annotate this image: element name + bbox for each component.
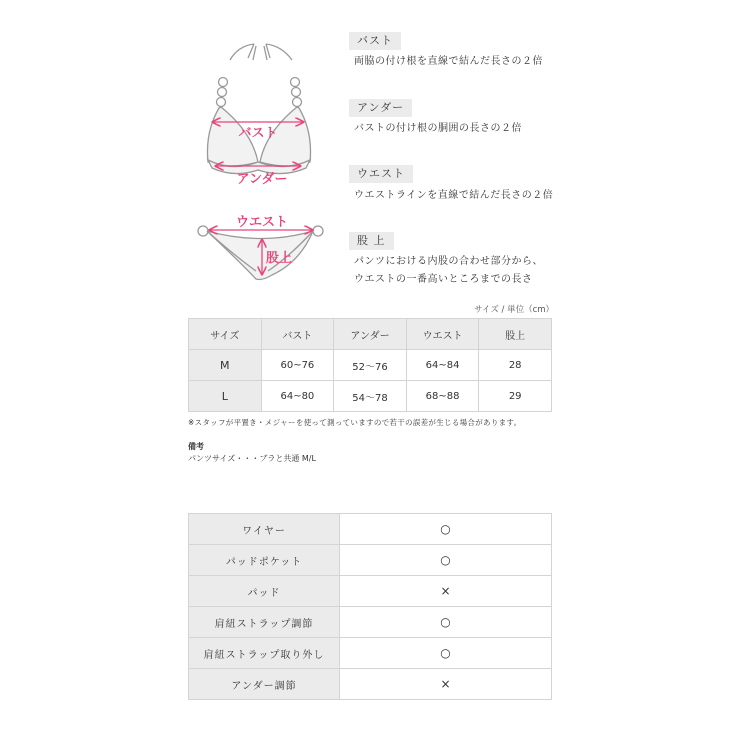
feature-name: アンダー調節 xyxy=(189,669,340,700)
staff-measurement-note: ※スタッフが平置き・メジャーを使って測っていますので若干の誤差が生じる場合があります。 xyxy=(188,418,522,427)
feature-name: 肩紐ストラップ調節 xyxy=(189,607,340,638)
table-row xyxy=(189,607,552,638)
header-rise: 股上 xyxy=(479,319,552,350)
remarks-text: パンツサイズ・・・ブラと共通 M/L xyxy=(188,454,316,463)
feature-name: パッドポケット xyxy=(189,545,340,576)
table-cell: 28 xyxy=(479,350,552,381)
rise-diagram-label: 股上 xyxy=(266,251,293,266)
bust-diagram-label: バスト xyxy=(238,126,278,141)
unit-note: サイズ / 単位（cm） xyxy=(474,305,555,315)
table-cell: 52〜76 xyxy=(334,350,407,381)
under-diagram-label: アンダー xyxy=(236,172,288,187)
table-cell: 29 xyxy=(479,381,552,412)
feature-mark: × xyxy=(340,669,552,700)
header-bust: バスト xyxy=(261,319,334,350)
table-row xyxy=(189,576,552,607)
table-cell: 68~88 xyxy=(406,381,479,412)
feature-mark: ○ xyxy=(340,514,552,545)
table-row xyxy=(189,514,552,545)
feature-name: 肩紐ストラップ取り外し xyxy=(189,638,340,669)
table-row xyxy=(189,381,552,412)
table-cell: 64~80 xyxy=(261,381,334,412)
feature-name: パッド xyxy=(189,576,340,607)
remarks-title: 備考 xyxy=(188,442,204,451)
table-cell: 60~76 xyxy=(261,350,334,381)
table-row xyxy=(189,350,552,381)
feature-table xyxy=(188,513,552,700)
feature-mark: ○ xyxy=(340,638,552,669)
bust-description: 両脇の付け根を直線で結んだ長さの２倍 xyxy=(354,56,543,67)
bikini-bottom-drawing xyxy=(198,226,323,280)
table-cell: 54〜78 xyxy=(334,381,407,412)
table-row xyxy=(189,638,552,669)
feature-mark: × xyxy=(340,576,552,607)
size-cell: L xyxy=(189,381,262,412)
under-description: バストの付け根の胴囲の長さの２倍 xyxy=(354,123,522,134)
bra-top-drawing xyxy=(207,44,310,174)
header-waist: ウエスト xyxy=(406,319,479,350)
size-cell: M xyxy=(189,350,262,381)
bust-title: バスト xyxy=(349,32,401,50)
feature-mark: ○ xyxy=(340,607,552,638)
rise-title: 股 上 xyxy=(349,232,394,250)
header-under: アンダー xyxy=(334,319,407,350)
header-size: サイズ xyxy=(189,319,262,350)
table-row xyxy=(189,545,552,576)
feature-name: ワイヤー xyxy=(189,514,340,545)
size-table xyxy=(188,318,552,412)
size-table-header-row xyxy=(189,319,552,350)
rise-description-line1: パンツにおける内股の合わせ部分から、 xyxy=(354,256,543,267)
waist-title: ウエスト xyxy=(349,165,413,183)
waist-diagram-label: ウエスト xyxy=(235,215,289,230)
under-title: アンダー xyxy=(349,99,412,117)
rise-description-line2: ウエストの一番高いところまでの長さ xyxy=(354,274,533,285)
table-row xyxy=(189,669,552,700)
waist-description: ウエストラインを直線で結んだ長さの２倍 xyxy=(354,190,554,201)
table-cell: 64~84 xyxy=(406,350,479,381)
feature-mark: ○ xyxy=(340,545,552,576)
